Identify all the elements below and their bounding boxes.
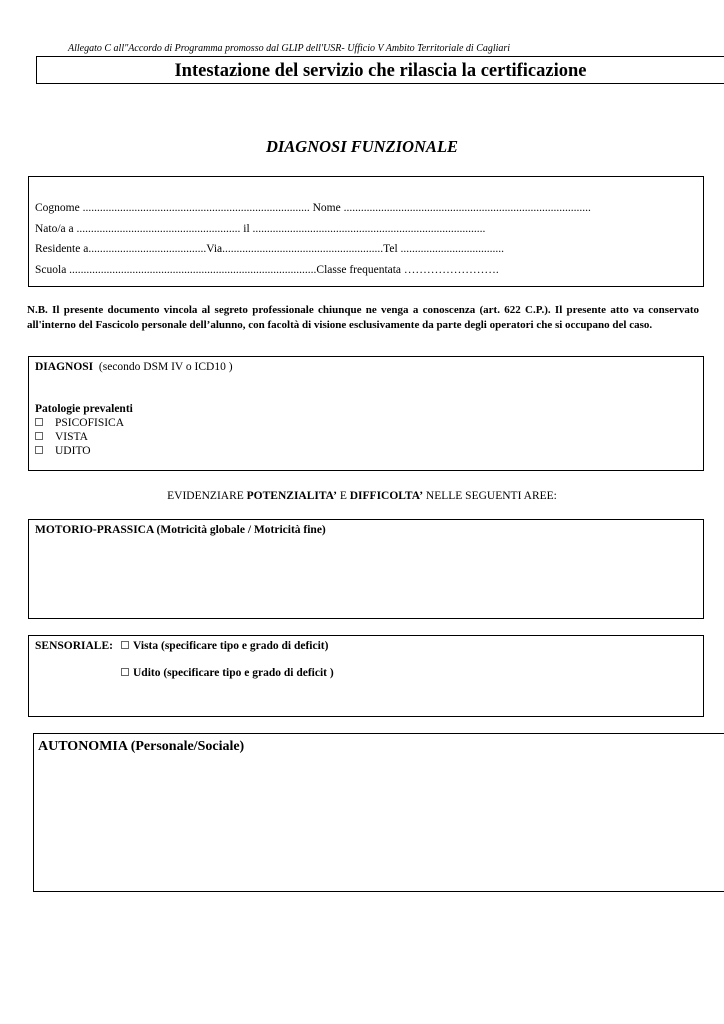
autonomia-box[interactable] [33,733,724,892]
anagrafica-line-nato[interactable]: Nato/a a ......................................................... il ................................................................................. [35,223,486,235]
autonomia-label: AUTONOMIA (Personale/Sociale) [38,739,245,754]
nb-privacy-note: N.B. Il presente documento vincola al segreto professionale chiunque ne venga a conoscenza (art. 622 C.P.). Il presente atto va conservato all'interno del Fascicolo personale dell’alunno, con facoltà di visione esclusivamente da parte degli operatori che si occupano del caso. [27,304,699,331]
option-vista[interactable]: VISTA [35,431,88,443]
sensoriale-vista[interactable]: Vista (specificare tipo e grado di deficit) [121,640,328,652]
anagrafica-line-residente[interactable]: Residente a.........................................Via........................................................Tel .................................... [35,243,505,255]
service-header-title: Intestazione del servizio che rilascia la certificazione [174,61,587,81]
checkbox-icon[interactable] [35,432,43,440]
patologie-label: Patologie prevalenti [35,403,133,415]
header-note: Allegato C all"Accordo di Programma promosso dal GLIP dell'USR- Ufficio V Ambito Territoriale di Cagliari [68,43,511,54]
diagnosi-label: DIAGNOSI [35,361,94,373]
anagrafica-line-cognome[interactable]: Cognome ............................................................................... Nome ...................................................................................... [35,202,591,214]
motorio-label: MOTORIO-PRASSICA (Motricità globale / Motricità fine) [35,524,326,536]
anagrafica-box [28,176,704,287]
checkbox-icon[interactable] [35,446,43,454]
sensoriale-box[interactable] [28,635,704,717]
diagnosi-sub: (secondo DSM IV o ICD10 ) [98,361,233,373]
sensoriale-label: SENSORIALE: [35,640,113,652]
option-udito[interactable]: UDITO [35,445,91,457]
diagnosi-box [28,356,704,471]
sensoriale-udito[interactable]: Udito (specificare tipo e grado di deficit ) [121,667,334,679]
checkbox-icon[interactable] [121,668,129,676]
checkbox-icon[interactable] [121,641,129,649]
option-psicofisica[interactable]: PSICOFISICA [35,417,124,429]
evidenziare-instruction: EVIDENZIARE POTENZIALITA’ E DIFFICOLTA’ NELLE SEGUENTI AREE: [167,490,557,502]
anagrafica-line-scuola[interactable]: Scuola ......................................................................................Classe frequentata ……………………. [35,264,499,276]
checkbox-icon[interactable] [35,418,43,426]
diagnosi-heading [35,361,233,373]
document-title: DIAGNOSI FUNZIONALE [265,137,459,156]
motorio-prassica-box[interactable] [28,519,704,619]
service-header-box [36,56,724,84]
